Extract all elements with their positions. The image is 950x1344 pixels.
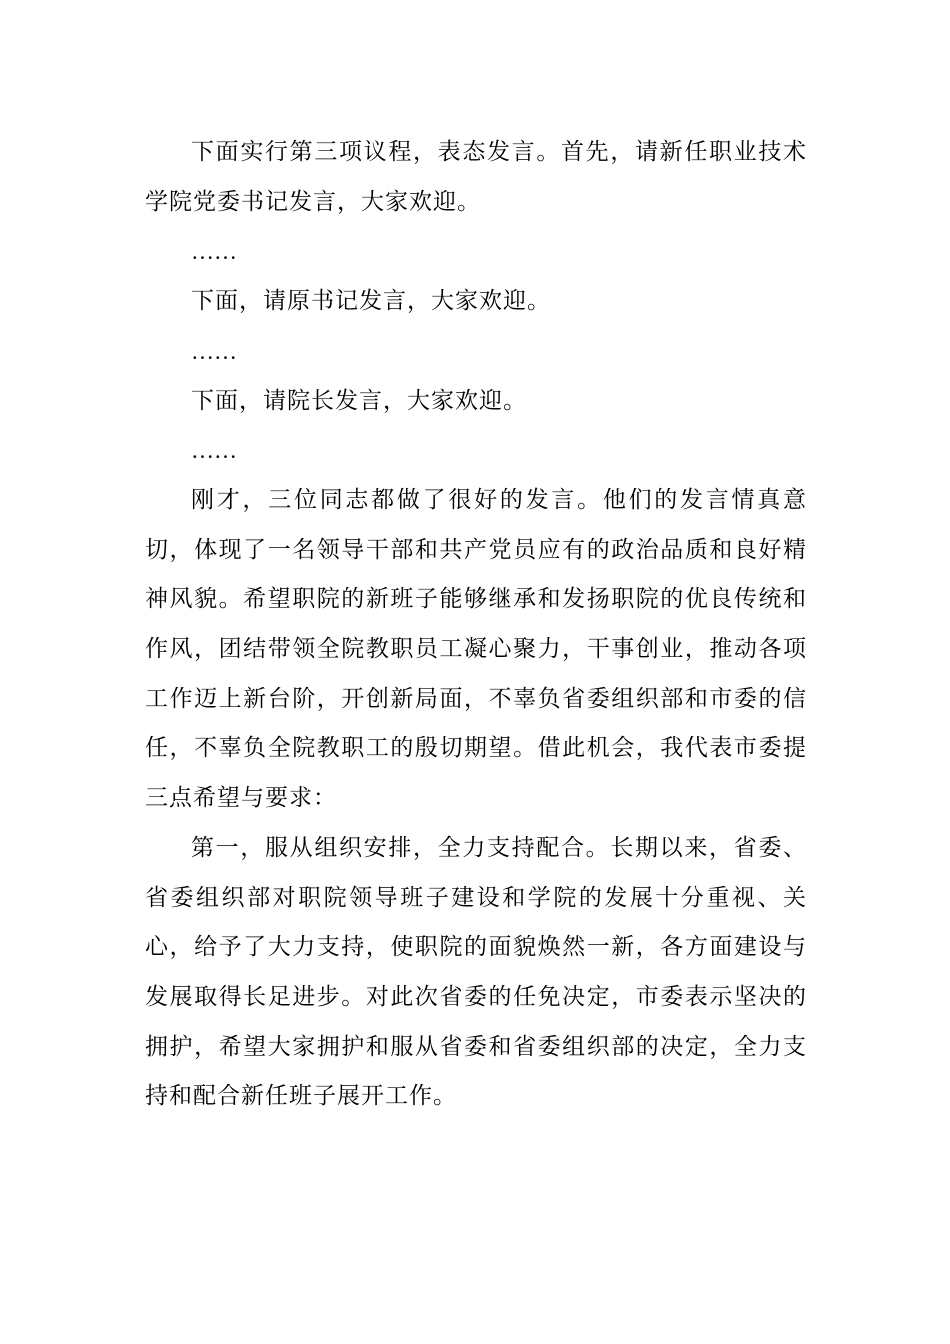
paragraph-former-secretary: 下面，请原书记发言，大家欢迎。 [191, 288, 551, 315]
ellipsis-3: …… [191, 438, 237, 464]
ellipsis-2: …… [191, 338, 237, 364]
paragraph-point-one: 第一，服从组织安排，全力支持配合。长期以来，省委、省委组织部对职院领导班子建设和学院的发展十分重视、关心，给予了大力支持，使职院的面貌焕然一新，各方面建设与发展取得长足进步。对此次省委的任免决定，市委表示坚决的拥护，希望大家拥护和服从省委和省委组织部的决定，全力支持和配合新任班子展开工作。 [145, 834, 807, 1110]
document-body [145, 128, 807, 1122]
paragraph-summary: 刚才，三位同志都做了很好的发言。他们的发言情真意切，体现了一名领导干部和共产党员应有的政治品质和良好精神风貌。希望职院的新班子能够继承和发扬职院的优良传统和作风，团结带领全院教职员工凝心聚力，干事创业，推动各项工作迈上新台阶，开创新局面，不辜负省委组织部和市委的信任，不辜负全院教职工的殷切期望。借此机会，我代表市委提三点希望与要求： [145, 486, 807, 812]
paragraph-president: 下面，请院长发言，大家欢迎。 [191, 387, 527, 414]
ellipsis-1: …… [191, 239, 237, 265]
paragraph-agenda-item-three: 下面实行第三项议程，表态发言。首先，请新任职业技术学院党委书记发言，大家欢迎。 [145, 139, 807, 215]
